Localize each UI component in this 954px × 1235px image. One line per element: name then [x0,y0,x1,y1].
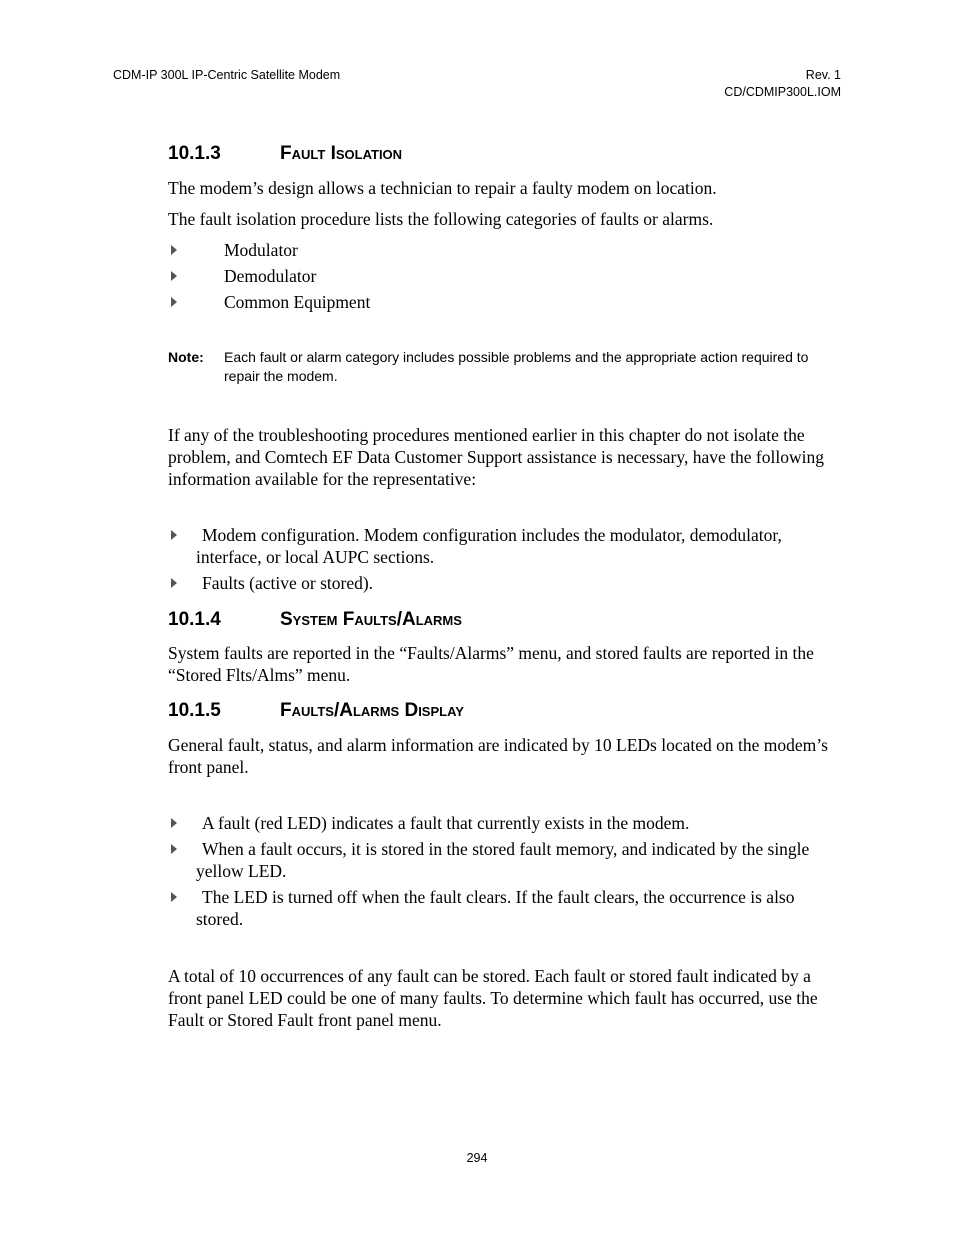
list-item [168,838,840,882]
list-item [168,524,840,568]
section-heading-10-1-3 [168,143,402,165]
triangle-right-icon [171,297,177,307]
paragraph: If any of the troubleshooting procedures mentioned earlier in this chapter do not isolate the problem, and Comtech EF Data Customer Support assistance is necessary, have the following information available for the representative: [168,425,824,489]
list-item-text: Common Equipment [224,292,371,312]
section-title: System Faults/Alarms [280,609,462,630]
note-label: Note: [168,349,204,365]
section-number: 10.1.4 [168,609,221,630]
page-number: 294 [466,1151,488,1165]
section-title: Faults/Alarms Display [280,700,464,721]
triangle-right-icon [171,245,177,255]
paragraph: General fault, status, and alarm information are indicated by 10 LEDs located on the modem’s front panel. [168,735,828,777]
header-rev: Rev. 1 [805,68,841,82]
triangle-right-icon [171,578,177,588]
header-right [724,67,841,101]
header-doc-id: CD/CDMIP300L.IOM [724,85,841,99]
list-item-text: Modulator [224,240,298,260]
note-text: Each fault or alarm category includes possible problems and the appropriate action required to repair the modem. [224,349,809,384]
triangle-right-icon [171,818,177,828]
paragraph: A total of 10 occurrences of any fault can be stored. Each fault or stored fault indicated by a front panel LED could be one of many faults. To determine which fault has occurred, use the Fault or Stored Fault front panel menu. [168,966,818,1030]
triangle-right-icon [171,892,177,902]
list-item-text: Demodulator [224,266,317,286]
triangle-right-icon [171,530,177,540]
list-item-text: Modem configuration. Modem configuration includes the modulator, demodulator, interface, or local AUPC sections. [196,525,782,567]
triangle-right-icon [171,844,177,854]
triangle-right-icon [171,271,177,281]
list-item [168,572,840,594]
section-number: 10.1.3 [168,143,221,164]
list-item-text: When a fault occurs, it is stored in the stored fault memory, and indicated by the single yellow LED. [196,839,810,881]
list-item-text: The LED is turned off when the fault clears. If the fault clears, the occurrence is also stored. [196,887,795,929]
header-title: CDM-IP 300L IP-Centric Satellite Modem [113,68,341,82]
paragraph: The fault isolation procedure lists the following categories of faults or alarms. [168,209,714,229]
list-item [168,886,840,930]
paragraph: The modem’s design allows a technician to repair a faulty modem on location. [168,178,717,198]
paragraph: System faults are reported in the “Faults/Alarms” menu, and stored faults are reported in the “Stored Flts/Alms” menu. [168,643,814,685]
section-title: Fault Isolation [280,143,403,164]
list-item-text: A fault (red LED) indicates a fault that currently exists in the modem. [202,813,690,833]
section-heading-10-1-5 [168,700,464,722]
section-number: 10.1.5 [168,700,221,721]
list-item-text: Faults (active or stored). [202,573,374,593]
list-item [168,812,840,834]
section-heading-10-1-4 [168,609,462,631]
